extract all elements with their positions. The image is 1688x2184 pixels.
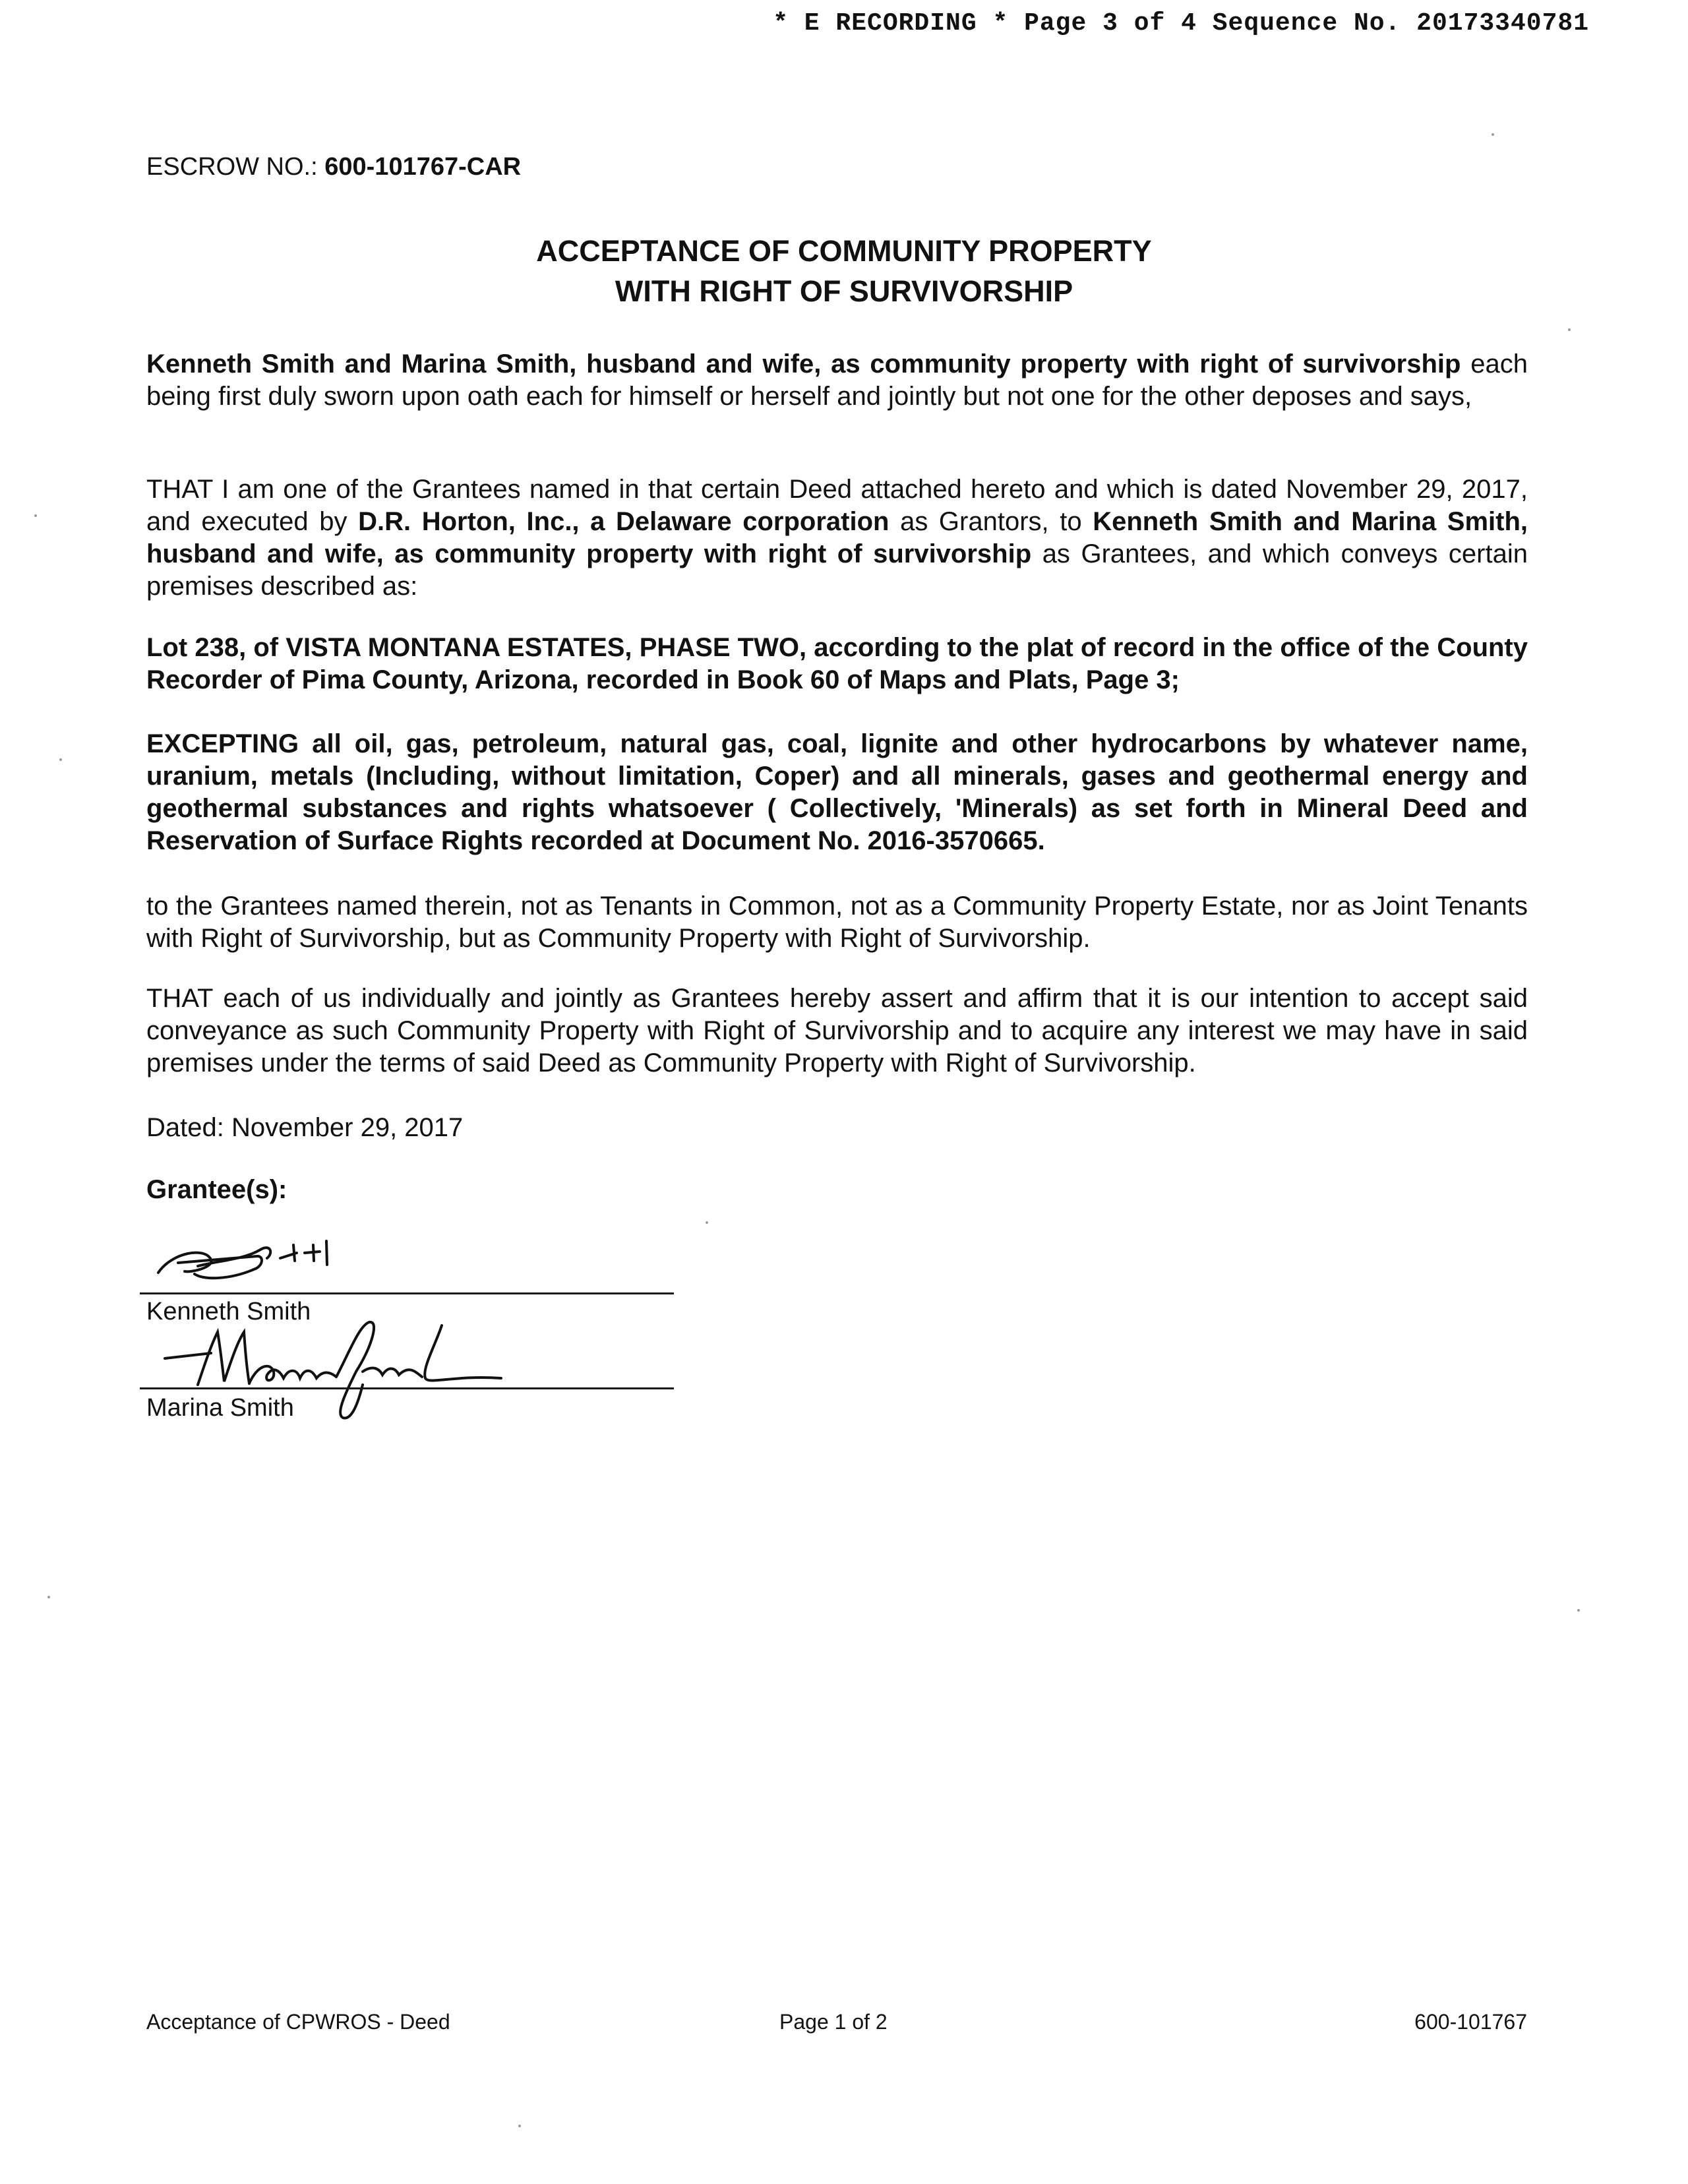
deed-reference-text-c: as Grantees, and which conveys certain premises described as: (146, 539, 1528, 601)
deed-reference-text-a: THAT I am one of the Grantees named in that certain Deed attached hereto and which is dated November 29, 2017, and executed by (146, 475, 1528, 536)
grantee-names: Kenneth Smith and Marina Smith, husband and wife, as community property with right of survivorship (146, 507, 1528, 568)
escrow-number: 600-101767-CAR (324, 153, 522, 181)
grantor-name: D.R. Horton, Inc., a Delaware corporation (358, 507, 889, 536)
scan-speck (34, 514, 37, 517)
scan-speck (1492, 133, 1494, 136)
scan-speck (706, 1221, 708, 1224)
signer-name-kenneth: Kenneth Smith (146, 1298, 311, 1325)
signature-line-marina (140, 1387, 674, 1389)
footer-page-number: Page 1 of 2 (779, 2010, 888, 2034)
escrow-number-line (146, 153, 521, 181)
recording-header: * E RECORDING * Page 3 of 4 Sequence No. 20173340781 (773, 9, 1589, 38)
deed-reference-paragraph (146, 473, 1528, 603)
document-title-line2: WITH RIGHT OF SURVIVORSHIP (615, 274, 1073, 308)
legal-description: Lot 238, of VISTA MONTANA ESTATES, PHASE TWO, according to the plat of record in the office of the County Recorder of Pima County, Arizona, recorded in Book 60 of Maps and Plats, Page 3; (146, 633, 1528, 694)
signature-line-kenneth (140, 1292, 674, 1294)
tenancy-paragraph: to the Grantees named therein, not as Tenants in Common, not as a Community Property Estate, nor as Joint Tenants with Right of Survivorship, but as Community Property with Right of Survivorship. (146, 892, 1528, 953)
scan-speck (1568, 328, 1571, 331)
scan-speck (518, 2125, 521, 2127)
mineral-exception: EXCEPTING all oil, gas, petroleum, natural gas, coal, lignite and other hydrocarbons by whatever name, uranium, metals (Including, without limitation, Coper) and all minerals, gases and geothermal energy and geothermal substances and rights whatsoever ( Collectively, 'Minerals) as set forth in Mineral Deed and Reservation of Surface Rights recorded at Document No. 2016-3570665. (146, 729, 1528, 855)
footer-document-name: Acceptance of CPWROS - Deed (146, 2010, 450, 2034)
affirmation-paragraph: THAT each of us individually and jointly as Grantees hereby assert and affirm that it is our intention to accept said conveyance as such Community Property with Right of Survivorship and to acquire any interest we may have in said premises under the terms of said Deed as Community Property with Right of Survivorship. (146, 984, 1528, 1077)
footer-escrow-number: 600-101767 (1414, 2010, 1527, 2034)
affiant-names: Kenneth Smith and Marina Smith, husband and wife, as community property with right of survivorship (146, 349, 1461, 379)
escrow-label: ESCROW NO.: (146, 153, 318, 181)
deed-reference-text-b: as Grantors, to (900, 507, 1082, 536)
affiant-paragraph (146, 348, 1528, 413)
scan-speck (59, 758, 62, 761)
affiant-oath-text: each being first duly sworn upon oath each for himself or herself and jointly but not one for the other deposes and says, (146, 349, 1528, 411)
document-title-line1: ACCEPTANCE OF COMMUNITY PROPERTY (536, 234, 1152, 268)
dated-line: Dated: November 29, 2017 (146, 1113, 464, 1142)
scan-speck (1577, 1609, 1580, 1612)
scan-speck (47, 1596, 50, 1598)
grantees-label: Grantee(s): (146, 1175, 287, 1204)
kenneth-smith-signature (132, 1227, 396, 1299)
signer-name-marina: Marina Smith (146, 1394, 294, 1422)
